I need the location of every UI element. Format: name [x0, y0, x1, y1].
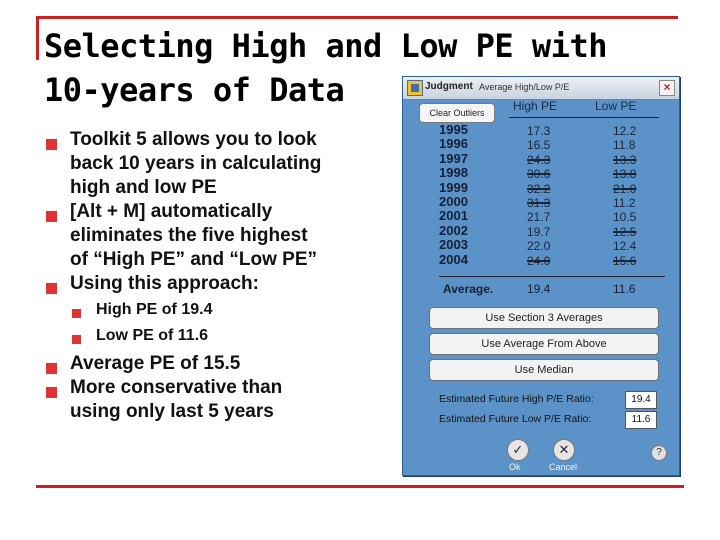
cancel-label: Cancel [549, 462, 578, 472]
high-pe-cell[interactable]: 17.3 [527, 124, 551, 138]
average-row [443, 282, 673, 298]
close-button[interactable]: × [659, 80, 675, 96]
cancel-button[interactable] [553, 439, 575, 461]
table-row [439, 152, 669, 166]
bullet-item: More conservative than using only last 5 years [44, 376, 394, 424]
year-cell: 2004 [439, 251, 468, 267]
clear-outliers-button[interactable]: Clear Outliers [419, 103, 495, 123]
year-cell: 1997 [439, 150, 468, 166]
help-button[interactable] [651, 445, 667, 461]
table-row [439, 181, 669, 195]
use-section-3-averages-button[interactable]: Use Section 3 Averages [429, 307, 659, 329]
bullet-list [44, 128, 394, 424]
bottom-rule [36, 485, 684, 488]
bullet-square-icon [72, 309, 81, 318]
ok-button[interactable] [507, 439, 529, 461]
year-cell: 1996 [439, 136, 468, 152]
bullet-square-icon [46, 363, 57, 374]
average-divider [439, 276, 665, 277]
pe-table [439, 123, 669, 267]
table-row [439, 209, 669, 223]
low-pe-cell[interactable]: 10.5 [613, 210, 637, 225]
year-cell: 1999 [439, 179, 468, 195]
high-pe-cell[interactable]: 21.7 [527, 210, 551, 225]
low-pe-cell[interactable]: 11.2 [613, 195, 636, 210]
year-cell: 1995 [439, 122, 468, 137]
estimated-low-pe-label: Estimated Future Low P/E Ratio: [439, 413, 592, 425]
low-pe-cell[interactable]: 13.3 [613, 152, 637, 167]
high-pe-cell[interactable]: 32.2 [527, 181, 551, 196]
low-pe-cell[interactable]: 12.4 [613, 239, 637, 254]
year-cell: 1998 [439, 165, 468, 181]
low-pe-cell[interactable]: 21.0 [613, 181, 637, 196]
bullet-square-icon [46, 387, 57, 398]
left-rule [36, 16, 39, 60]
cancel-x-icon: ✕ [558, 442, 570, 457]
table-row [439, 137, 669, 151]
app-icon [407, 80, 423, 96]
year-cell: 2001 [439, 208, 468, 224]
average-label: Average. [443, 282, 494, 296]
bullet-item: Using this approach: [44, 272, 394, 296]
bullet-item: Average PE of 15.5 [44, 352, 394, 376]
average-low-value: 11.6 [613, 282, 636, 296]
header-divider [509, 117, 659, 118]
high-pe-cell[interactable]: 16.5 [527, 138, 551, 153]
bullet-item: [Alt + M] automatically eliminates the five highest of “High PE” and “Low PE” [44, 200, 394, 272]
estimated-low-pe-input[interactable]: 11.6 [625, 411, 657, 429]
use-average-from-above-button[interactable]: Use Average From Above [429, 333, 659, 355]
bullet-item: Toolkit 5 allows you to look back 10 years in calculating high and low PE [44, 128, 394, 200]
estimated-high-pe-input[interactable]: 19.4 [625, 391, 657, 409]
table-row [439, 166, 669, 180]
estimated-high-pe-label: Estimated Future High P/E Ratio: [439, 393, 594, 405]
low-pe-cell[interactable]: 13.8 [613, 167, 637, 182]
sub-bullet-item: Low PE of 11.6 [44, 324, 394, 348]
high-pe-cell[interactable]: 22.0 [527, 239, 551, 254]
title-line-2: 10-years of Data [44, 71, 345, 109]
table-row [439, 238, 669, 252]
year-cell: 2000 [439, 193, 468, 209]
high-pe-cell[interactable]: 30.6 [527, 167, 551, 182]
table-row [439, 123, 669, 137]
table-row [439, 253, 669, 267]
high-pe-cell[interactable]: 31.3 [527, 195, 551, 210]
column-header-high: High PE [513, 99, 558, 113]
high-pe-cell[interactable]: 19.7 [527, 224, 551, 239]
checkmark-icon: ✓ [512, 442, 524, 457]
bullet-square-icon [46, 283, 57, 294]
window-subtitle: Average High/Low P/E [479, 82, 570, 92]
column-header-low: Low PE [595, 99, 637, 113]
judgment-window [402, 76, 680, 476]
average-high-value: 19.4 [527, 282, 551, 296]
high-pe-cell[interactable]: 24.3 [527, 152, 551, 167]
table-row [439, 224, 669, 238]
bullet-square-icon [46, 139, 57, 150]
bullet-square-icon [72, 335, 81, 344]
low-pe-cell[interactable]: 12.2 [613, 124, 637, 138]
window-title: Judgment [425, 81, 473, 92]
help-icon: ? [656, 447, 662, 458]
year-cell: 2002 [439, 222, 468, 238]
year-cell: 2003 [439, 237, 468, 253]
high-pe-cell[interactable]: 24.0 [527, 253, 551, 268]
top-rule [36, 16, 678, 19]
title-line-1: Selecting High and Low PE with [44, 27, 607, 65]
window-titlebar[interactable] [403, 77, 679, 100]
table-row [439, 195, 669, 209]
low-pe-cell[interactable]: 11.8 [613, 138, 636, 153]
bullet-square-icon [46, 211, 57, 222]
ok-label: Ok [509, 462, 521, 472]
sub-bullet-item: High PE of 19.4 [44, 298, 394, 322]
low-pe-cell[interactable]: 15.6 [613, 253, 637, 268]
use-median-button[interactable]: Use Median [429, 359, 659, 381]
low-pe-cell[interactable]: 12.5 [613, 224, 637, 239]
